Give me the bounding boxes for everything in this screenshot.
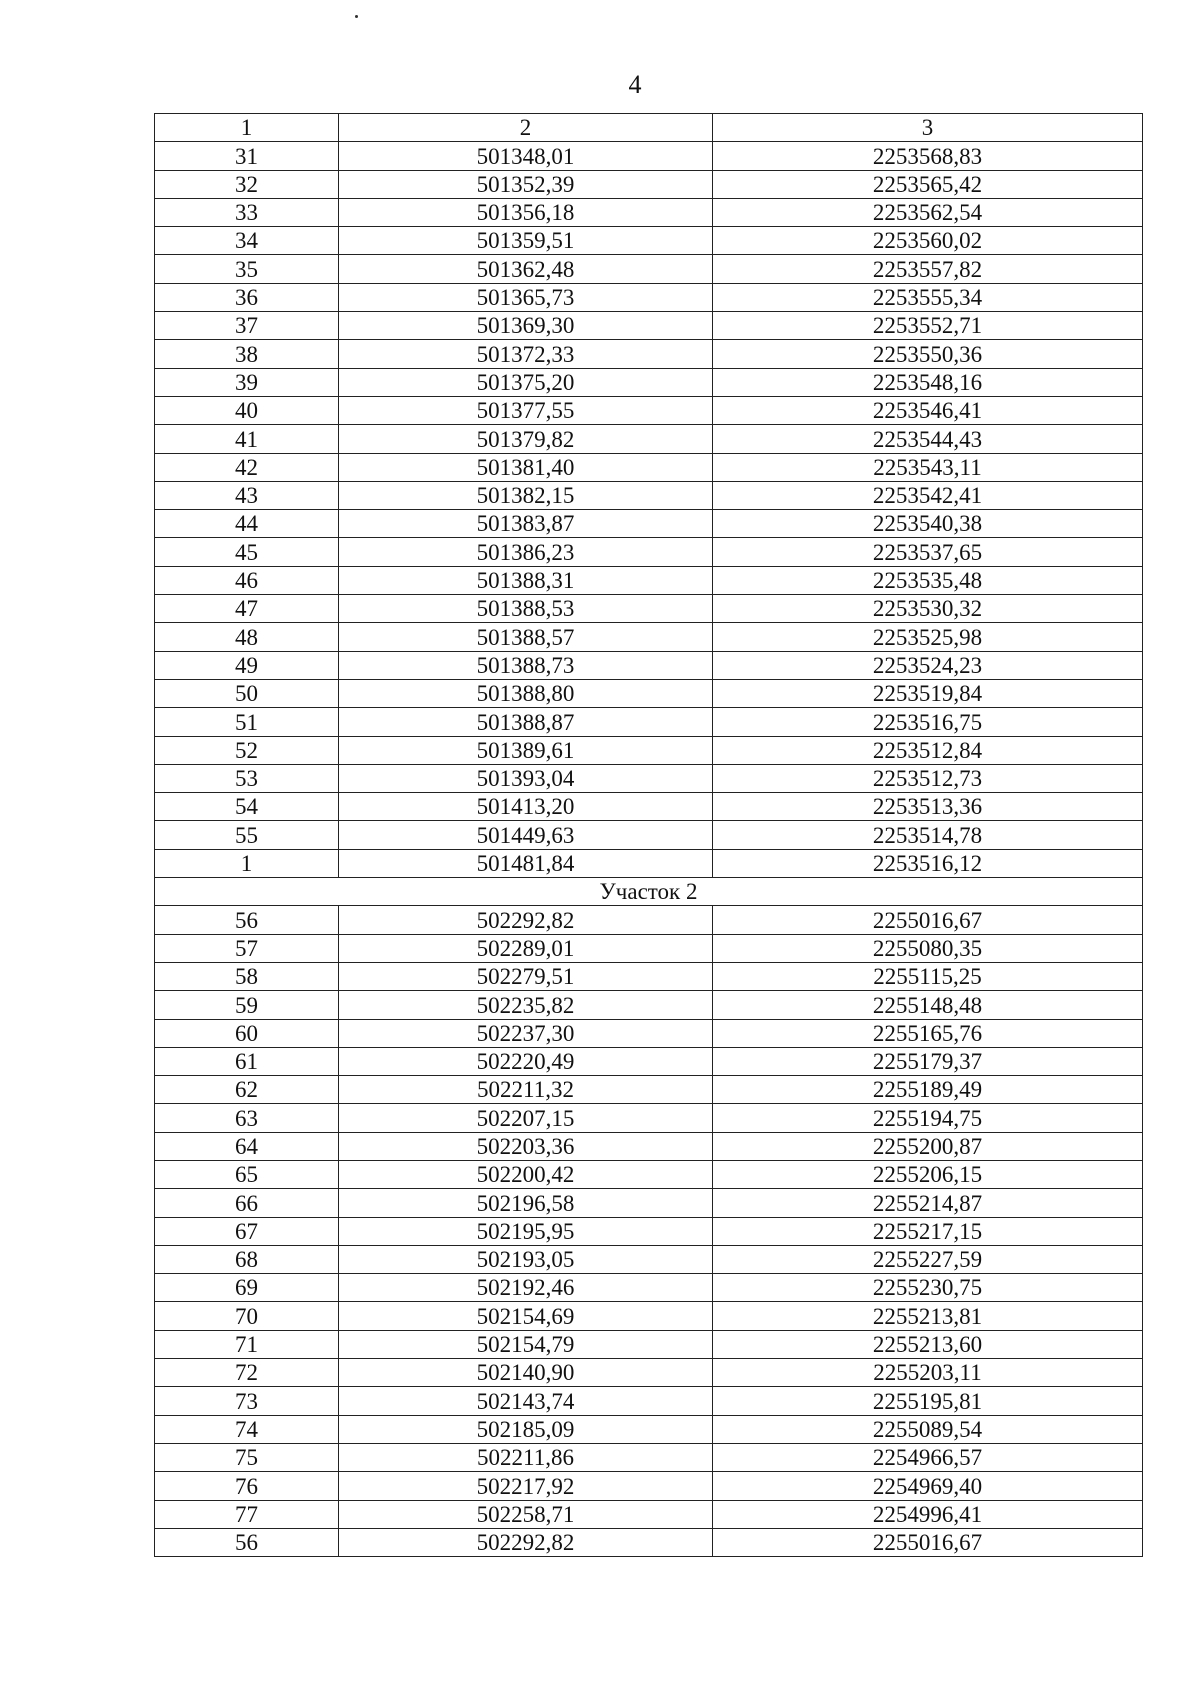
x-coordinate-cell: 502289,01 <box>339 934 713 962</box>
y-coordinate-cell: 2255206,15 <box>713 1160 1143 1188</box>
point-number-cell: 35 <box>155 255 339 283</box>
y-coordinate-cell: 2255189,49 <box>713 1076 1143 1104</box>
point-number-cell: 64 <box>155 1132 339 1160</box>
y-coordinate-cell: 2255165,76 <box>713 1019 1143 1047</box>
x-coordinate-cell: 501365,73 <box>339 283 713 311</box>
point-number-cell: 60 <box>155 1019 339 1047</box>
table-row <box>155 1189 1143 1217</box>
x-coordinate-cell: 502237,30 <box>339 1019 713 1047</box>
table-row <box>155 198 1143 226</box>
y-coordinate-cell: 2253530,32 <box>713 595 1143 623</box>
point-number-cell: 39 <box>155 368 339 396</box>
y-coordinate-cell: 2253524,23 <box>713 651 1143 679</box>
y-coordinate-cell: 2253557,82 <box>713 255 1143 283</box>
header-col-2: 2 <box>339 114 713 142</box>
table-row <box>155 1160 1143 1188</box>
table-row <box>155 1217 1143 1245</box>
point-number-cell: 62 <box>155 1076 339 1104</box>
x-coordinate-cell: 502200,42 <box>339 1160 713 1188</box>
point-number-cell: 54 <box>155 793 339 821</box>
x-coordinate-cell: 501362,48 <box>339 255 713 283</box>
y-coordinate-cell: 2255213,81 <box>713 1302 1143 1330</box>
table-row <box>155 764 1143 792</box>
x-coordinate-cell: 501377,55 <box>339 396 713 424</box>
table-row <box>155 651 1143 679</box>
point-number-cell: 75 <box>155 1443 339 1471</box>
x-coordinate-cell: 502140,90 <box>339 1359 713 1387</box>
table-row <box>155 962 1143 990</box>
y-coordinate-cell: 2255200,87 <box>713 1132 1143 1160</box>
table-row <box>155 623 1143 651</box>
y-coordinate-cell: 2255194,75 <box>713 1104 1143 1132</box>
point-number-cell: 37 <box>155 312 339 340</box>
table-row <box>155 453 1143 481</box>
x-coordinate-cell: 501388,53 <box>339 595 713 623</box>
y-coordinate-cell: 2254966,57 <box>713 1443 1143 1471</box>
x-coordinate-cell: 501388,31 <box>339 566 713 594</box>
table-row <box>155 1500 1143 1528</box>
x-coordinate-cell: 502143,74 <box>339 1387 713 1415</box>
point-number-cell: 34 <box>155 227 339 255</box>
y-coordinate-cell: 2255203,11 <box>713 1359 1143 1387</box>
table-row <box>155 170 1143 198</box>
y-coordinate-cell: 2255179,37 <box>713 1047 1143 1075</box>
y-coordinate-cell: 2253560,02 <box>713 227 1143 255</box>
point-number-cell: 51 <box>155 708 339 736</box>
point-number-cell: 72 <box>155 1359 339 1387</box>
point-number-cell: 48 <box>155 623 339 651</box>
y-coordinate-cell: 2253514,78 <box>713 821 1143 849</box>
x-coordinate-cell: 501348,01 <box>339 142 713 170</box>
point-number-cell: 43 <box>155 481 339 509</box>
x-coordinate-cell: 502235,82 <box>339 991 713 1019</box>
x-coordinate-cell: 501413,20 <box>339 793 713 821</box>
x-coordinate-cell: 502258,71 <box>339 1500 713 1528</box>
point-number-cell: 67 <box>155 1217 339 1245</box>
point-number-cell: 63 <box>155 1104 339 1132</box>
y-coordinate-cell: 2254969,40 <box>713 1472 1143 1500</box>
table-row <box>155 991 1143 1019</box>
y-coordinate-cell: 2255213,60 <box>713 1330 1143 1358</box>
x-coordinate-cell: 501375,20 <box>339 368 713 396</box>
table-row <box>155 934 1143 962</box>
table-row <box>155 821 1143 849</box>
x-coordinate-cell: 501352,39 <box>339 170 713 198</box>
y-coordinate-cell: 2253525,98 <box>713 623 1143 651</box>
y-coordinate-cell: 2253568,83 <box>713 142 1143 170</box>
table-row <box>155 736 1143 764</box>
point-number-cell: 56 <box>155 906 339 934</box>
x-coordinate-cell: 501481,84 <box>339 849 713 877</box>
y-coordinate-cell: 2253548,16 <box>713 368 1143 396</box>
point-number-cell: 69 <box>155 1274 339 1302</box>
y-coordinate-cell: 2253512,73 <box>713 764 1143 792</box>
point-number-cell: 53 <box>155 764 339 792</box>
point-number-cell: 40 <box>155 396 339 424</box>
table-row <box>155 283 1143 311</box>
x-coordinate-cell: 501381,40 <box>339 453 713 481</box>
table-row <box>155 1387 1143 1415</box>
header-col-1: 1 <box>155 114 339 142</box>
table-row <box>155 708 1143 736</box>
table-row <box>155 793 1143 821</box>
table-row <box>155 368 1143 396</box>
x-coordinate-cell: 502154,79 <box>339 1330 713 1358</box>
table-row <box>155 1047 1143 1075</box>
point-number-cell: 74 <box>155 1415 339 1443</box>
table-row <box>155 1359 1143 1387</box>
y-coordinate-cell: 2253546,41 <box>713 396 1143 424</box>
point-number-cell: 57 <box>155 934 339 962</box>
point-number-cell: 46 <box>155 566 339 594</box>
table-row <box>155 1415 1143 1443</box>
x-coordinate-cell: 501369,30 <box>339 312 713 340</box>
point-number-cell: 76 <box>155 1472 339 1500</box>
x-coordinate-cell: 502279,51 <box>339 962 713 990</box>
x-coordinate-cell: 502203,36 <box>339 1132 713 1160</box>
x-coordinate-cell: 502192,46 <box>339 1274 713 1302</box>
x-coordinate-cell: 501449,63 <box>339 821 713 849</box>
x-coordinate-cell: 502217,92 <box>339 1472 713 1500</box>
x-coordinate-cell: 501388,80 <box>339 679 713 707</box>
point-number-cell: 33 <box>155 198 339 226</box>
x-coordinate-cell: 501388,73 <box>339 651 713 679</box>
y-coordinate-cell: 2255148,48 <box>713 991 1143 1019</box>
point-number-cell: 50 <box>155 679 339 707</box>
x-coordinate-cell: 501393,04 <box>339 764 713 792</box>
point-number-cell: 32 <box>155 170 339 198</box>
y-coordinate-cell: 2255217,15 <box>713 1217 1143 1245</box>
header-col-3: 3 <box>713 114 1143 142</box>
point-number-cell: 49 <box>155 651 339 679</box>
y-coordinate-cell: 2255115,25 <box>713 962 1143 990</box>
y-coordinate-cell: 2255016,67 <box>713 906 1143 934</box>
point-number-cell: 65 <box>155 1160 339 1188</box>
y-coordinate-cell: 2255195,81 <box>713 1387 1143 1415</box>
x-coordinate-cell: 502185,09 <box>339 1415 713 1443</box>
x-coordinate-cell: 502195,95 <box>339 1217 713 1245</box>
table-row <box>155 595 1143 623</box>
table-row <box>155 1104 1143 1132</box>
x-coordinate-cell: 501388,87 <box>339 708 713 736</box>
point-number-cell: 58 <box>155 962 339 990</box>
y-coordinate-cell: 2253540,38 <box>713 510 1143 538</box>
y-coordinate-cell: 2255080,35 <box>713 934 1143 962</box>
y-coordinate-cell: 2253516,12 <box>713 849 1143 877</box>
table-row <box>155 1528 1143 1556</box>
x-coordinate-cell: 502196,58 <box>339 1189 713 1217</box>
table-row <box>155 906 1143 934</box>
point-number-cell: 71 <box>155 1330 339 1358</box>
table-row <box>155 679 1143 707</box>
x-coordinate-cell: 501379,82 <box>339 425 713 453</box>
table-row <box>155 1274 1143 1302</box>
y-coordinate-cell: 2253555,34 <box>713 283 1143 311</box>
section-header-row <box>155 878 1143 906</box>
x-coordinate-cell: 502220,49 <box>339 1047 713 1075</box>
x-coordinate-cell: 502211,86 <box>339 1443 713 1471</box>
x-coordinate-cell: 502207,15 <box>339 1104 713 1132</box>
point-number-cell: 1 <box>155 849 339 877</box>
x-coordinate-cell: 502193,05 <box>339 1245 713 1273</box>
x-coordinate-cell: 501388,57 <box>339 623 713 651</box>
y-coordinate-cell: 2255227,59 <box>713 1245 1143 1273</box>
table-row <box>155 1245 1143 1273</box>
point-number-cell: 47 <box>155 595 339 623</box>
y-coordinate-cell: 2253537,65 <box>713 538 1143 566</box>
y-coordinate-cell: 2253562,54 <box>713 198 1143 226</box>
x-coordinate-cell: 501382,15 <box>339 481 713 509</box>
table-row <box>155 340 1143 368</box>
point-number-cell: 56 <box>155 1528 339 1556</box>
point-number-cell: 59 <box>155 991 339 1019</box>
table-header-row <box>155 114 1143 142</box>
y-coordinate-cell: 2253543,11 <box>713 453 1143 481</box>
point-number-cell: 70 <box>155 1302 339 1330</box>
table-row <box>155 481 1143 509</box>
x-coordinate-cell: 502292,82 <box>339 906 713 934</box>
table-row <box>155 142 1143 170</box>
y-coordinate-cell: 2253550,36 <box>713 340 1143 368</box>
y-coordinate-cell: 2255214,87 <box>713 1189 1143 1217</box>
x-coordinate-cell: 501386,23 <box>339 538 713 566</box>
table-row <box>155 1076 1143 1104</box>
point-number-cell: 55 <box>155 821 339 849</box>
table-row <box>155 566 1143 594</box>
x-coordinate-cell: 502292,82 <box>339 1528 713 1556</box>
point-number-cell: 77 <box>155 1500 339 1528</box>
table-row <box>155 538 1143 566</box>
x-coordinate-cell: 502211,32 <box>339 1076 713 1104</box>
table-row <box>155 510 1143 538</box>
table-row <box>155 1132 1143 1160</box>
x-coordinate-cell: 501359,51 <box>339 227 713 255</box>
x-coordinate-cell: 501356,18 <box>339 198 713 226</box>
point-number-cell: 52 <box>155 736 339 764</box>
table-row <box>155 227 1143 255</box>
y-coordinate-cell: 2254996,41 <box>713 1500 1143 1528</box>
point-number-cell: 68 <box>155 1245 339 1273</box>
point-number-cell: 38 <box>155 340 339 368</box>
y-coordinate-cell: 2253519,84 <box>713 679 1143 707</box>
y-coordinate-cell: 2253513,36 <box>713 793 1143 821</box>
x-coordinate-cell: 502154,69 <box>339 1302 713 1330</box>
section-title: Участок 2 <box>155 878 1143 906</box>
page-number: 4 <box>628 70 642 99</box>
point-number-cell: 66 <box>155 1189 339 1217</box>
point-number-cell: 36 <box>155 283 339 311</box>
y-coordinate-cell: 2253516,75 <box>713 708 1143 736</box>
table-row <box>155 1330 1143 1358</box>
point-number-cell: 42 <box>155 453 339 481</box>
y-coordinate-cell: 2253542,41 <box>713 481 1143 509</box>
y-coordinate-cell: 2253552,71 <box>713 312 1143 340</box>
table-row <box>155 255 1143 283</box>
table-row <box>155 1302 1143 1330</box>
point-number-cell: 61 <box>155 1047 339 1075</box>
coordinates-table-body <box>155 114 1143 1557</box>
table-row <box>155 849 1143 877</box>
table-row <box>155 1472 1143 1500</box>
table-row <box>155 312 1143 340</box>
y-coordinate-cell: 2253565,42 <box>713 170 1143 198</box>
y-coordinate-cell: 2253512,84 <box>713 736 1143 764</box>
x-coordinate-cell: 501383,87 <box>339 510 713 538</box>
y-coordinate-cell: 2253544,43 <box>713 425 1143 453</box>
stray-mark <box>355 15 358 18</box>
y-coordinate-cell: 2255089,54 <box>713 1415 1143 1443</box>
y-coordinate-cell: 2253535,48 <box>713 566 1143 594</box>
point-number-cell: 73 <box>155 1387 339 1415</box>
point-number-cell: 31 <box>155 142 339 170</box>
point-number-cell: 45 <box>155 538 339 566</box>
coordinates-table <box>154 113 1143 1557</box>
table-row <box>155 425 1143 453</box>
y-coordinate-cell: 2255230,75 <box>713 1274 1143 1302</box>
table-row <box>155 1019 1143 1047</box>
table-row <box>155 1443 1143 1471</box>
y-coordinate-cell: 2255016,67 <box>713 1528 1143 1556</box>
table-row <box>155 396 1143 424</box>
x-coordinate-cell: 501372,33 <box>339 340 713 368</box>
point-number-cell: 44 <box>155 510 339 538</box>
point-number-cell: 41 <box>155 425 339 453</box>
x-coordinate-cell: 501389,61 <box>339 736 713 764</box>
